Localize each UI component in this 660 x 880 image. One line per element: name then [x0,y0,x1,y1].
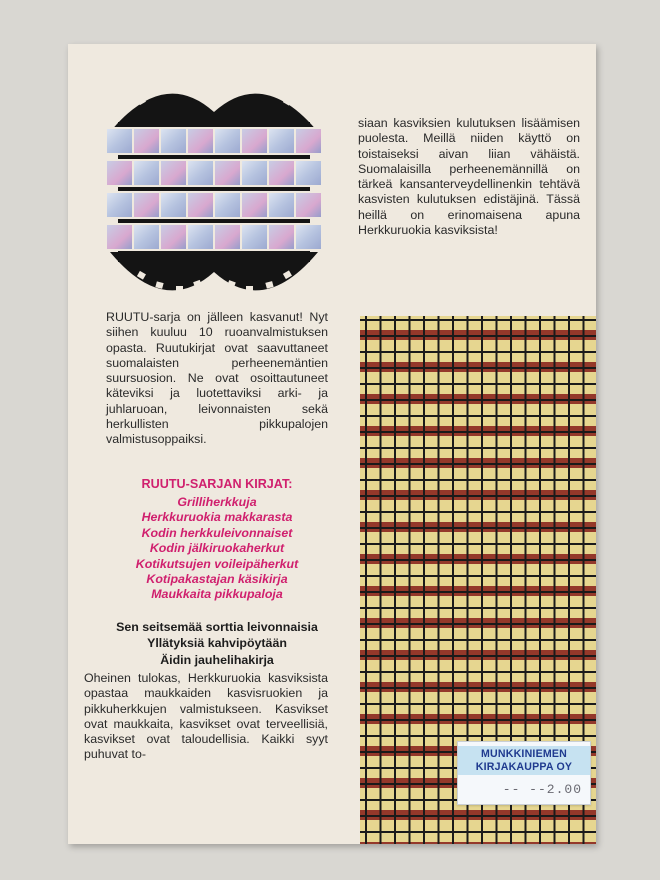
price-label: -- --2.00 [502,782,582,797]
shop-name [458,746,590,775]
right-paragraph: siaan kasviksien kulutuksen lisäämisen puolesta. Meillä niiden käyttö on toistaiseksi aivan liian vähäistä. Suomalaisilla perheenemännillä on tärkeä kansanterveydellinenkin tehtävä kasvisten kulutuksen edistäjinä. Tässä heillä on erinomaisena apuna Herkkuruokia kasviksista! [358,116,580,238]
list-item: Yllätyksiä kahvipöytään [147,636,287,651]
list-item: Sen seitsemää sorttia leivonnaisia [116,620,318,634]
shop-name-line1: MUNKKINIEMEN [481,748,567,760]
left-column-intro [106,310,328,448]
left-column-closing [84,671,328,763]
price-sticker [457,741,591,805]
series-heading: RUUTU-SARJAN KIRJAT: [141,477,293,491]
list-item: Äidin jauhelihakirja [160,652,274,667]
book-back-cover [68,44,596,844]
shop-name-line2: KIRJAKAUPPA OY [475,760,573,773]
list-item: Grilliherkkuja [177,495,257,509]
list-item: Kodin herkkuleivonnaiset [141,525,293,540]
closing-paragraph: Oheinen tulokas, Herkkuruokia kasviksista opastaa maukkaiden kasvisruokien ja pikkuherkkujen valmistukseen. Kasvikset ovat maukkaita, kasvikset ovat terveellisiä, kasvikset ovat taloudellisia. Kaikki syyt puhuvat to- [84,671,328,762]
intro-paragraph: RUUTU-sarja on jälleen kasvanut! Nyt siihen kuuluu 10 ruoanvalmistuksen opasta. Ruutukirjat ovat saavuttaneet suomalaisten perheenemäntien suursuosion. Ne ovat osoittautuneet käteviksi ja luotettaviksi arki- ja juhlaruoan, leivonnaisten sekä herkullisten pikkupalojen valmistusoppaiksi. [106,310,328,447]
other-book-list [106,619,328,668]
right-column-text [358,116,580,238]
list-item: Kotikutsujen voileipäherkut [135,556,299,571]
ruutu-emblem-icon [104,72,324,302]
series-book-list [106,495,328,603]
list-item: Herkkuruokia makkarasta [141,510,293,525]
list-item: Kodin jälkiruokaherkut [149,541,285,556]
list-item: Maukkaita pikkupaloja [151,587,283,602]
list-item: Kotipakastajan käsikirja [146,572,288,587]
